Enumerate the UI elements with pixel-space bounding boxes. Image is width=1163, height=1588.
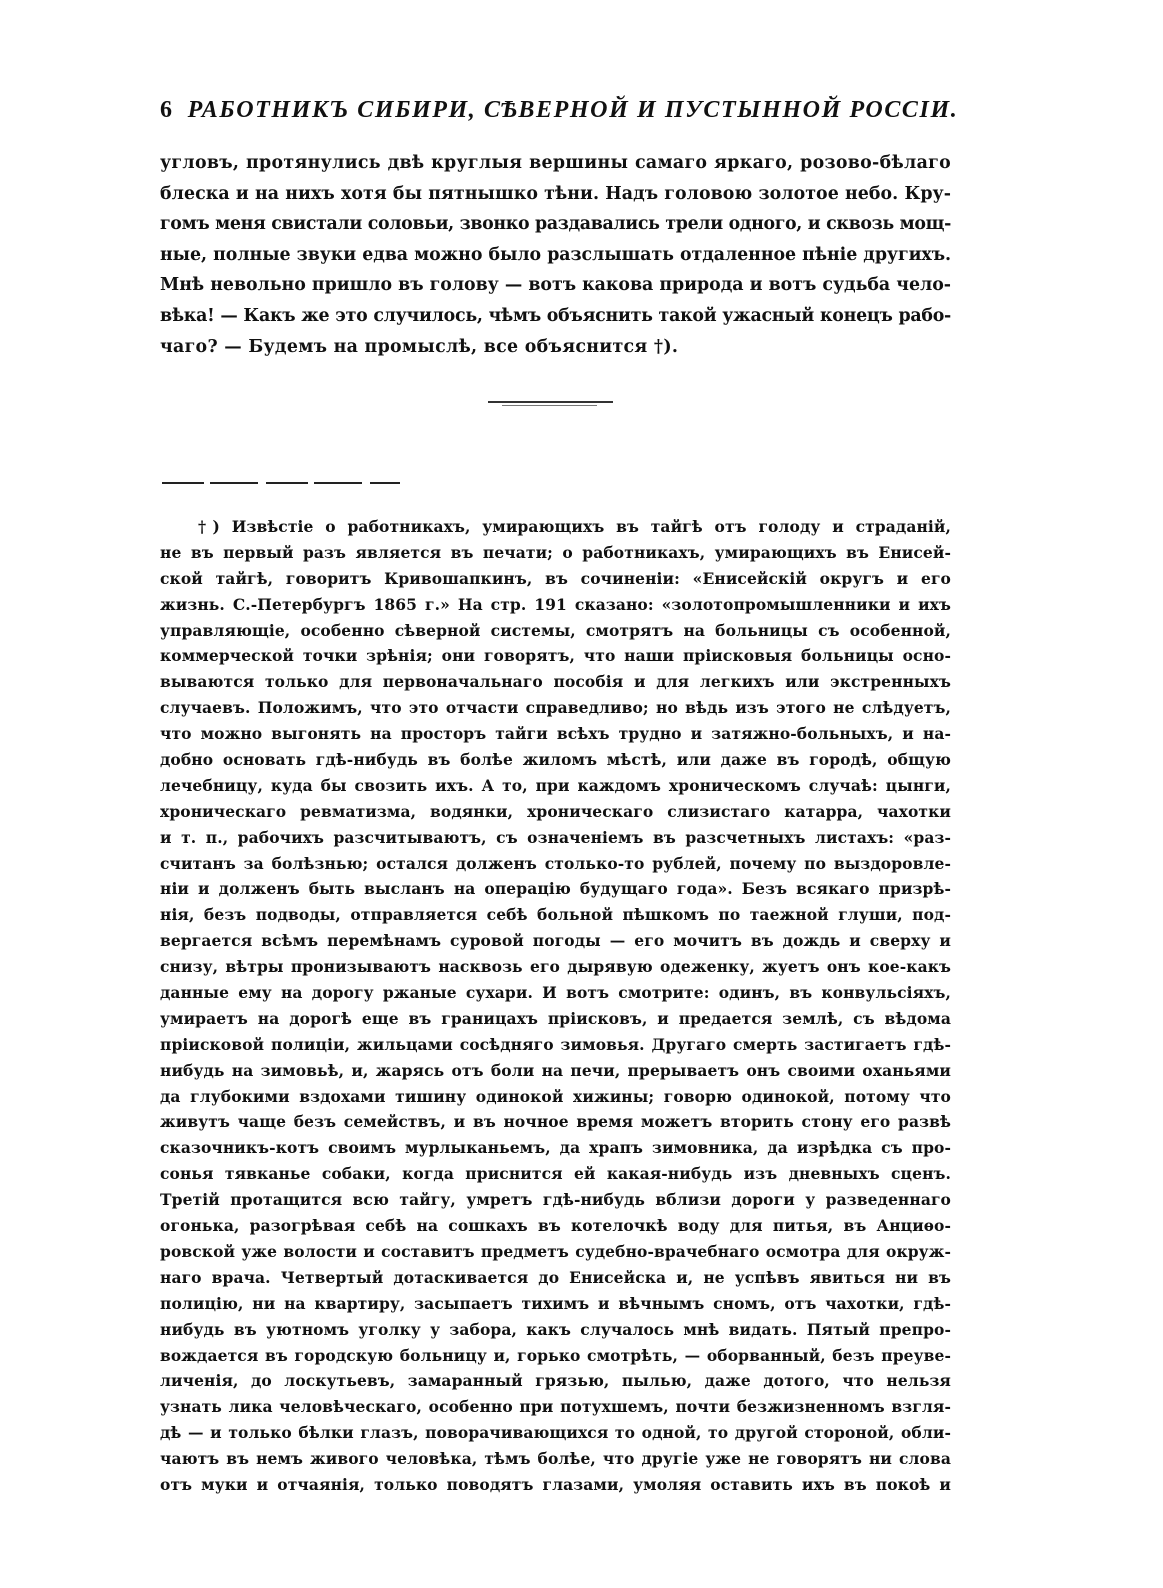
- text-line: гомъ меня свистали соловьи, звонко раздавались трели одного, и сквозь мощ-: [160, 214, 951, 235]
- footnote-line: ровской уже волости и составитъ предметъ судебно-врачебнаго осмотра для окруж-: [160, 1241, 951, 1261]
- page-number: 6: [160, 97, 174, 123]
- footnote-line: дѣ — и только бѣлки глазъ, поворачивающихся то одной, то другой стороной, обли-: [160, 1423, 951, 1443]
- footnote-line: случаевъ. Положимъ, что это отчасти справедливо; но вѣдь изъ этого не слѣдуетъ,: [160, 698, 951, 718]
- footnote-line: что можно выгонять на просторъ тайги всѣхъ трудно и затяжно-больныхъ, и на-: [160, 724, 951, 744]
- footnote-line: данные ему на дорогу ржаные сухари. И вотъ смотрите: одинъ, въ конвульсіяхъ,: [160, 983, 951, 1003]
- footnote-line: коммерческой точки зрѣнія; они говорятъ, что наши пріисковыя больницы осно-: [160, 646, 951, 666]
- footnote-line: лечебницу, куда бы свозить ихъ. А то, при каждомъ хроническомъ случаѣ: цынги,: [160, 775, 951, 795]
- text-line: вѣка! — Какъ же это случилось, чѣмъ объяснить такой ужасный конецъ рабо-: [160, 305, 951, 326]
- running-head: [160, 90, 960, 130]
- section-end-ornament: [488, 401, 613, 407]
- footnote-line: вождается въ городскую больницу и, горько смотрѣть, — оборванный, безъ преуве-: [160, 1345, 951, 1365]
- footnote-line: наго врача. Четвертый дотаскивается до Енисейска и, не успѣвъ явиться ни въ: [160, 1267, 951, 1287]
- footnote-line: считанъ за болѣзнью; остался долженъ столько-то рублей, почему по выздоровле-: [160, 853, 951, 873]
- footnote-line: личенія, до лоскутьевъ, замаранный грязью, пылью, даже дотого, что нельзя: [160, 1371, 951, 1391]
- footnote-line: огонька, разогрѣвая себѣ на сошкахъ въ котелочкѣ воду для питья, въ Анциѳо-: [160, 1216, 951, 1236]
- footnote-line: жизнь. С.-Петербургъ 1865 г.» На стр. 191 сказано: «золотопромышленники и ихъ: [160, 594, 951, 614]
- footnote-line: ніи и долженъ быть высланъ на операцію будущаго года». Безъ всякаго призрѣ-: [160, 879, 951, 899]
- footnote-line: живутъ чаще безъ семействъ, и въ ночное время можетъ вторить стону его развѣ: [160, 1112, 951, 1132]
- footnote-line: хроническаго ревматизма, водянки, хроническаго слизистаго катарра, чахотки: [160, 801, 951, 821]
- footnote-line: ской тайгѣ, говоритъ Кривошапкинъ, въ сочиненіи: «Енисейскій округъ и его: [160, 568, 951, 588]
- footnote-line: нибудь на зимовьѣ, и, жарясь отъ боли на печи, прерываетъ онъ своими оханьями: [160, 1060, 951, 1080]
- running-title: РАБОТНИКЪ СИБИРИ, СѢВЕРНОЙ И ПУСТЫННОЙ РОССІИ.: [187, 97, 959, 123]
- footnote-line: снизу, вѣтры пронизываютъ насквозь его дырявую одеженку, жуетъ онъ кое-какъ: [160, 957, 951, 977]
- footnote-line: сказочникъ-котъ своимъ мурлыканьемъ, да храпъ зимовника, да изрѣдка съ про-: [160, 1138, 951, 1158]
- footnote-line: умираетъ на дорогѣ еще въ границахъ пріисковъ, и предается землѣ, съ вѣдома: [160, 1008, 951, 1028]
- text-line: блеска и на нихъ хотя бы пятнышко тѣни. Надъ головою золотое небо. Кру-: [160, 183, 951, 204]
- footnote-line: Третій протащится всю тайгу, умретъ гдѣ-нибудь вблизи дороги у разведеннаго: [160, 1190, 951, 1210]
- footnote-line: сонья тявканье собаки, когда приснится ей какая-нибудь изъ дневныхъ сценъ.: [160, 1164, 951, 1184]
- text-line: угловъ, протянулись двѣ круглыя вершины самаго яркаго, розово-бѣлаго: [160, 153, 951, 173]
- footnote-line: пріисковой полиціи, жильцами сосѣдняго зимовья. Другаго смерть застигаетъ гдѣ-: [160, 1034, 951, 1054]
- text-line: Мнѣ невольно пришло въ голову — вотъ какова природа и вотъ судьба чело-: [160, 275, 951, 296]
- footnote-line: и т. п., рабочихъ разсчитываютъ, съ означеніемъ въ разсчетныхъ листахъ: «раз-: [160, 827, 951, 847]
- text-line: чаго? — Будемъ на промыслѣ, все объяснится †).: [160, 336, 679, 357]
- footnote-line: нія, безъ подводы, отправляется себѣ больной пѣшкомъ по таежной глуши, под-: [160, 905, 951, 925]
- footnote-separator: [162, 482, 400, 484]
- footnote-line: управляющіе, особенно сѣверной системы, смотрятъ на больницы съ особенной,: [160, 620, 951, 640]
- footnote-line: вываются только для первоначальнаго пособія и для легкихъ или экстренныхъ: [160, 672, 951, 692]
- footnote-line: нибудь въ уютномъ уголку у забора, какъ случалось мнѣ видать. Пятый препро-: [160, 1319, 951, 1339]
- footnote-line: не въ первый разъ является въ печати; о работникахъ, умирающихъ въ Енисей-: [160, 542, 951, 562]
- footnote-line: полицію, ни на квартиру, засыпаетъ тихимъ и вѣчнымъ сномъ, отъ чахотки, гдѣ-: [160, 1293, 951, 1313]
- footnote-line: узнать лика человѣческаго, особенно при потухшемъ, почти безжизненномъ взгля-: [160, 1397, 951, 1417]
- footnote-line: отъ муки и отчаянія, только поводятъ глазами, умоляя оставить ихъ въ покоѣ и: [160, 1474, 951, 1494]
- footnote-line: да глубокими вздохами тишину одинокой хижины; говорю одинокой, потому что: [160, 1086, 951, 1106]
- footnote-line: чаютъ въ немъ живого человѣка, тѣмъ болѣе, что другіе уже не говорятъ ни слова: [160, 1449, 951, 1469]
- text-line: ные, полные звуки едва можно было разслышать отдаленное пѣніе другихъ.: [160, 244, 951, 265]
- main-text: [160, 148, 951, 362]
- footnote-line: †) Извѣстіе о работникахъ, умирающихъ въ тайгѣ отъ голоду и страданій,: [198, 517, 951, 536]
- footnote: [160, 514, 951, 1498]
- footnote-line: вергается всѣмъ перемѣнамъ суровой погоды — его мочитъ въ дождь и сверху и: [160, 931, 951, 951]
- footnote-line: добно основать гдѣ-нибудь въ болѣе жиломъ мѣстѣ, или даже въ городѣ, общую: [160, 750, 951, 770]
